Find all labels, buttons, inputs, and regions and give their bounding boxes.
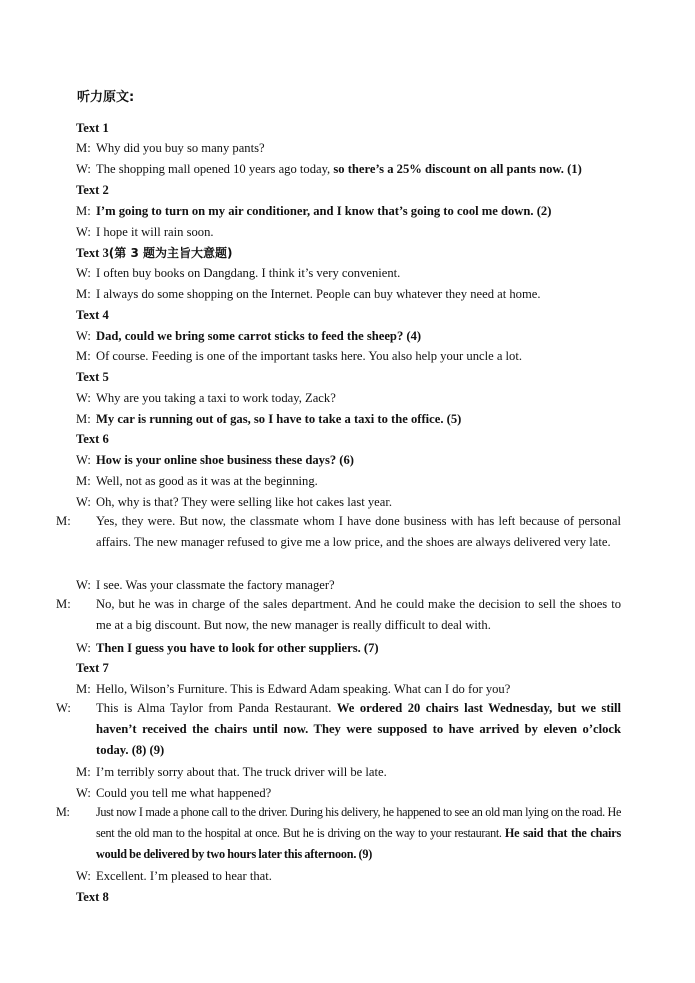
- speaker-label: M:: [76, 287, 91, 301]
- answer-highlight: How is your online shoe business these days? (6): [96, 453, 354, 467]
- answer-highlight: so there’s a 25% discount on all pants now. (1): [333, 162, 582, 176]
- section-heading-text-3: [76, 244, 232, 262]
- speaker-label: W:: [76, 453, 91, 467]
- dialogue-line: [76, 451, 354, 469]
- speaker-label: M:: [76, 412, 91, 426]
- dialogue-text: Yes, they were. But now, the classmate whom I have done business with has left because of personal affairs. The new manager refused to give me a low price, and the shoes are always delivered very late.: [96, 514, 621, 549]
- dialogue-text: Why did you buy so many pants?: [96, 141, 265, 155]
- dialogue-line: [76, 639, 379, 657]
- speaker-label: M:: [76, 765, 91, 779]
- dialogue-line: [76, 264, 400, 282]
- section-heading-text-2: Text 2: [76, 183, 109, 197]
- dialogue-text: Could you tell me what happened?: [96, 786, 272, 800]
- dialogue-line: [76, 493, 392, 511]
- dialogue-line: [76, 784, 271, 802]
- speaker-label: W:: [76, 329, 91, 343]
- speaker-label: M:: [76, 474, 91, 488]
- dialogue-text: Excellent. I’m pleased to hear that.: [96, 869, 272, 883]
- speaker-label: W:: [76, 641, 91, 655]
- section-heading-text-1: Text 1: [76, 121, 109, 135]
- speaker-label: M:: [56, 597, 71, 611]
- speaker-label: M:: [76, 204, 91, 218]
- answer-highlight: We ordered 20 chairs last Wednesday, but we still haven’t received the chairs until now. They were supposed to have arrived by eleven o’clock today. (8) (9): [96, 701, 622, 757]
- dialogue-text: I’m terribly sorry about that. The truck driver will be late.: [96, 765, 387, 779]
- dialogue-line: [76, 160, 582, 178]
- speaker-label: W:: [76, 266, 91, 280]
- dialogue-paragraph: [56, 802, 621, 864]
- dialogue-text: No, but he was in charge of the sales department. And he could make the decision to sell the shoes to me at a big discount. But now, the new manager is really difficult to deal with.: [96, 597, 621, 632]
- dialogue-text: I often buy books on Dangdang. I think it’s very convenient.: [96, 266, 401, 280]
- dialogue-text: Hello, Wilson’s Furniture. This is Edward Adam speaking. What can I do for you?: [96, 682, 511, 696]
- answer-highlight: I’m going to turn on my air conditioner, and I know that’s going to cool me down. (2): [96, 204, 552, 218]
- speaker-label: W:: [76, 162, 91, 176]
- dialogue-line: [76, 285, 541, 303]
- dialogue-line: [76, 389, 336, 407]
- speaker-label: M:: [76, 682, 91, 696]
- speaker-label: M:: [56, 805, 70, 819]
- answer-highlight: My car is running out of gas, so I have to take a taxi to the office. (5): [96, 412, 462, 426]
- dialogue-text: Oh, why is that? They were selling like hot cakes last year.: [96, 495, 392, 509]
- speaker-label: W:: [76, 495, 91, 509]
- speaker-label: W:: [76, 225, 91, 239]
- dialogue-text: Well, not as good as it was at the beginning.: [96, 474, 318, 488]
- speaker-label: M:: [76, 141, 91, 155]
- section-heading-text-5: Text 5: [76, 370, 109, 384]
- speaker-label: W:: [76, 578, 91, 592]
- speaker-label: M:: [56, 514, 71, 528]
- answer-highlight: He said that the chairs would be delivered by two hours later this afternoon. (9): [96, 825, 621, 861]
- section-heading-text-8: Text 8: [76, 890, 109, 904]
- dialogue-line: [76, 223, 214, 241]
- dialogue-line: [76, 347, 522, 365]
- speaker-label: W:: [76, 869, 91, 883]
- speaker-label: W:: [56, 701, 71, 715]
- dialogue-line: [76, 202, 551, 220]
- dialogue-text: I see. Was your classmate the factory manager?: [96, 578, 335, 592]
- dialogue-text: Just now I made a phone call to the driver. During his delivery, he happened to see an old man lying on the road. He sent the old man to the hospital at once. But he is driving on the way to your restaurant.: [96, 805, 621, 840]
- dialogue-text: Of course. Feeding is one of the important tasks here. You also help your uncle a lot.: [96, 349, 523, 363]
- speaker-label: W:: [76, 391, 91, 405]
- section-heading-text-7: Text 7: [76, 661, 109, 675]
- dialogue-line: [76, 327, 421, 345]
- dialogue-line: [76, 576, 335, 594]
- answer-highlight: Dad, could we bring some carrot sticks to feed the sheep? (4): [96, 329, 422, 343]
- dialogue-paragraph: [56, 698, 622, 760]
- heading-label: Text 3: [76, 246, 109, 260]
- speaker-label: W:: [76, 786, 91, 800]
- dialogue-line: [76, 763, 387, 781]
- speaker-label: M:: [76, 349, 91, 363]
- dialogue-text: The shopping mall opened 10 years ago today,: [96, 162, 331, 176]
- dialogue-line: [76, 472, 318, 490]
- dialogue-line: [76, 680, 510, 698]
- dialogue-text: Why are you taking a taxi to work today, Zack?: [96, 391, 336, 405]
- dialogue-text: I always do some shopping on the Internet. People can buy whatever they need at home.: [96, 287, 541, 301]
- dialogue-line: [76, 410, 461, 428]
- dialogue-text: This is Alma Taylor from Panda Restaurant.: [96, 701, 332, 715]
- dialogue-line: [76, 867, 272, 885]
- dialogue-line: [76, 139, 265, 157]
- answer-highlight: Then I guess you have to look for other suppliers. (7): [96, 641, 379, 655]
- heading-note: (第 3 题为主旨大意题): [108, 246, 233, 260]
- dialogue-paragraph: [56, 594, 621, 636]
- section-heading-text-4: Text 4: [76, 308, 109, 322]
- section-heading-text-6: Text 6: [76, 432, 109, 446]
- dialogue-paragraph: [56, 511, 621, 553]
- dialogue-text: I hope it will rain soon.: [96, 225, 214, 239]
- page-title: 听力原文:: [77, 90, 135, 105]
